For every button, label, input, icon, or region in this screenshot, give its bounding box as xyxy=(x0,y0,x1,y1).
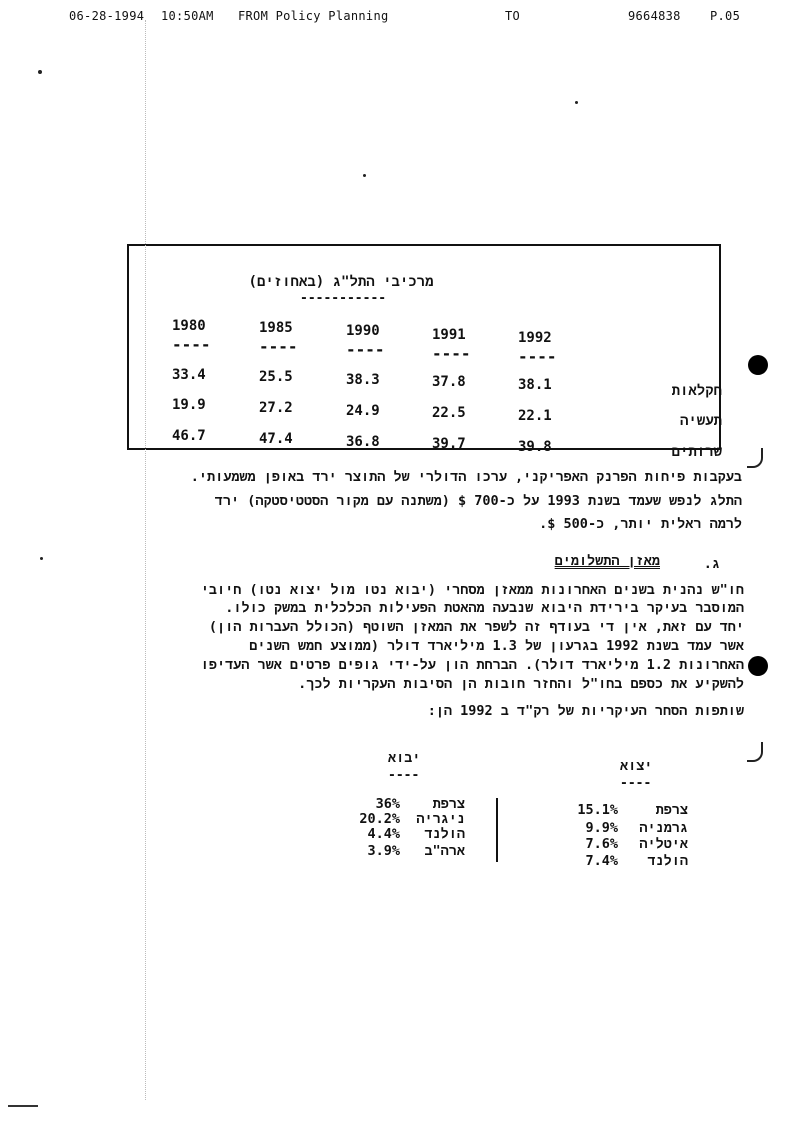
punch-hole xyxy=(748,355,768,375)
fax-time: 10:50AM xyxy=(161,9,214,23)
balance-paragraph-line: האחרונות 1.2 מיליארד דולר). הברחת הון על-ידי גופים פרטים אשר העדיפו xyxy=(200,657,744,673)
gdp-cell: 24.9 xyxy=(346,403,380,419)
fax-from: FROM Policy Planning xyxy=(238,9,389,23)
export-share: 7.6% xyxy=(585,836,618,852)
scan-speck xyxy=(575,101,578,104)
import-title: יבוא xyxy=(388,750,421,766)
export-title: יצוא xyxy=(620,758,653,774)
fax-page: P.05 xyxy=(710,9,741,23)
year-header: 1980 xyxy=(172,318,206,334)
export-country: הולנד xyxy=(647,853,688,869)
import-share: 36% xyxy=(375,796,400,812)
import-country: ארה"ב xyxy=(424,843,465,859)
balance-paragraph-line: להשקיע את כספם בחו"ל והחזר חובות הן הסיבות העקריות לכך. xyxy=(298,676,744,692)
column-divider xyxy=(496,798,498,862)
header-underline: ---- xyxy=(259,337,298,356)
balance-paragraph-line: יחד עם זאת, אין די בעודף זה לשפר את המאזן השוטף (הכולל העברות הון) xyxy=(208,619,744,635)
year-header: 1991 xyxy=(432,327,466,343)
franc-paragraph-line: לרמה ראלית יותר, כ-500 $. xyxy=(539,516,742,532)
export-title-underline: ---- xyxy=(620,776,652,791)
export-share: 7.4% xyxy=(585,853,618,869)
gdp-table-title: מרכיבי התל"ג (באחוזים) xyxy=(248,274,434,290)
import-country: צרפת xyxy=(432,796,465,812)
import-title-underline: ---- xyxy=(388,768,420,783)
header-underline: ---- xyxy=(346,340,385,359)
gdp-cell: 47.4 xyxy=(259,431,293,447)
header-underline: ---- xyxy=(432,344,471,363)
year-header: 1985 xyxy=(259,320,293,336)
gdp-cell: 33.4 xyxy=(172,367,206,383)
import-country: הולנד xyxy=(424,826,465,842)
gdp-cell: 46.7 xyxy=(172,428,206,444)
import-share: 3.9% xyxy=(367,843,400,859)
gdp-cell: 27.2 xyxy=(259,400,293,416)
section-number: ג. xyxy=(703,556,720,572)
header-underline: ---- xyxy=(518,347,557,366)
partners-intro: שותפות הסחר העיקריות של רק"ד ב 1992 הן: xyxy=(427,703,744,719)
fax-date: 06-28-1994 xyxy=(69,9,145,23)
gdp-row-label: חקלאות xyxy=(671,383,722,399)
gdp-cell: 37.8 xyxy=(432,374,466,390)
gdp-cell: 19.9 xyxy=(172,397,206,413)
fax-number: 9664838 xyxy=(628,9,681,23)
gdp-cell: 22.5 xyxy=(432,405,466,421)
export-country: צרפת xyxy=(655,802,688,818)
balance-paragraph-line: המוסבר בעיקר בירידת היבוא שנבעה מהאטת הפעילות הכלכלית במשק כולו. xyxy=(225,600,744,616)
export-share: 15.1% xyxy=(577,802,618,818)
fax-to: TO xyxy=(505,9,521,23)
year-header: 1990 xyxy=(346,323,380,339)
scan-speck xyxy=(40,557,43,560)
balance-paragraph-line: חו"ש נהנית בשנים האחרונות ממאזן מסחרי (יבוא נטו מול יצוא נטו) חיובי xyxy=(200,582,744,598)
scan-speck xyxy=(38,70,42,74)
header-underline: ---- xyxy=(172,335,211,354)
punch-hole xyxy=(748,656,768,676)
scan-line xyxy=(145,20,147,1100)
import-country: ניגריה xyxy=(416,811,465,827)
gdp-row-label: שרותים xyxy=(671,444,722,460)
gdp-row-label: תעשיה xyxy=(679,413,722,429)
franc-paragraph-line: בעקבות פיחות הפרנק האפריקני, ערכו הדולרי של התוצר ירד באופן משמעותי. xyxy=(190,469,742,485)
gdp-cell: 38.1 xyxy=(518,377,552,393)
scan-mark xyxy=(747,742,763,762)
scan-mark xyxy=(747,448,763,468)
export-country: איטליה xyxy=(639,836,688,852)
export-country: גרמניה xyxy=(639,820,688,836)
section-title: מאזן התשלומים xyxy=(554,553,660,569)
franc-paragraph-line: התלג לנפש שעמד בשנת 1993 על כ-700 $ (משתנה עם מקור הסטטיסטקה) ירד xyxy=(214,493,742,509)
export-share: 9.9% xyxy=(585,820,618,836)
gdp-cell: 39.8 xyxy=(518,439,552,455)
balance-paragraph-line: אשר עמד בשנת 1992 בגרעון של 1.3 מיליארד דולר (ממוצע חמש השנים xyxy=(249,638,744,654)
scan-speck xyxy=(363,174,366,177)
gdp-cell: 36.8 xyxy=(346,434,380,450)
gdp-cell: 25.5 xyxy=(259,369,293,385)
gdp-cell: 38.3 xyxy=(346,372,380,388)
year-header: 1992 xyxy=(518,330,552,346)
scan-mark xyxy=(8,1105,38,1107)
title-underline: ----------- xyxy=(300,291,387,306)
gdp-cell: 39.7 xyxy=(432,436,466,452)
import-share: 20.2% xyxy=(359,811,400,827)
gdp-cell: 22.1 xyxy=(518,408,552,424)
import-share: 4.4% xyxy=(367,826,400,842)
